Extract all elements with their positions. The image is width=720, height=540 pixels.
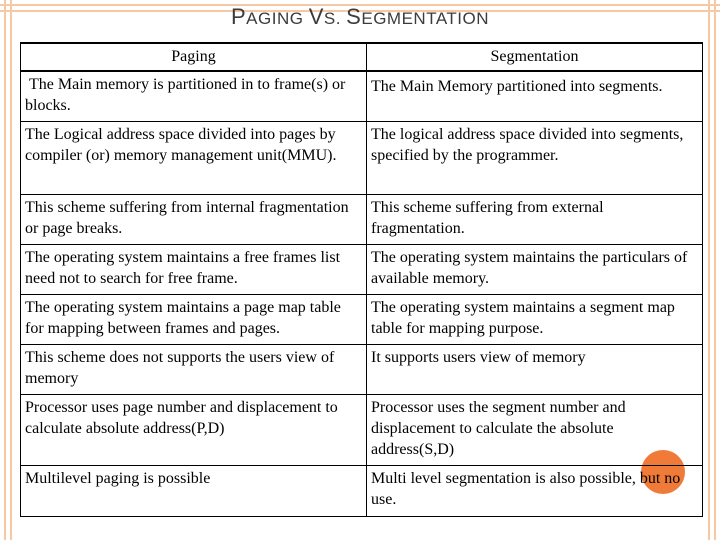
paging-cell: This scheme does not supports the users view of memory: [21, 344, 367, 394]
paging-cell: Processor uses page number and displacement to calculate absolute address(P,D): [21, 394, 367, 465]
paging-cell: This scheme suffering from internal fragmentation or page breaks.: [21, 194, 367, 244]
comparison-table: [20, 42, 703, 517]
title-part: S: [346, 4, 362, 29]
table-row: [21, 465, 703, 516]
table-row: [21, 244, 703, 294]
slide-border-left: [4, 0, 12, 540]
paging-cell: The operating system maintains a free frames list need not to search for free frame.: [21, 244, 367, 294]
table-row: [21, 394, 703, 465]
title-part: S.: [323, 9, 347, 28]
paging-cell: Multilevel paging is possible: [21, 465, 367, 516]
table-row: [21, 71, 703, 121]
paging-cell: The operating system maintains a page map table for mapping between frames and pages.: [21, 294, 367, 344]
segmentation-cell: This scheme suffering from external fragmentation.: [367, 194, 703, 244]
segmentation-cell: Multi level segmentation is also possible, but no use.: [367, 465, 703, 516]
segmentation-cell: The logical address space divided into segments, specified by the programmer.: [367, 121, 703, 194]
segmentation-cell: The operating system maintains a segment map table for mapping purpose.: [367, 294, 703, 344]
slide-border-right: [708, 0, 716, 540]
header-segmentation: Segmentation: [367, 43, 703, 71]
segmentation-cell: Processor uses the segment number and displacement to calculate the absolute address(S,D): [367, 394, 703, 465]
header-paging: Paging: [21, 43, 367, 71]
title-part: V: [308, 4, 324, 29]
title-part: EGMENTATION: [361, 9, 490, 28]
table-header-row: [21, 43, 703, 71]
slide-title: [0, 4, 720, 30]
title-part: AGING: [246, 9, 309, 28]
table-row: [21, 294, 703, 344]
table-row: [21, 121, 703, 194]
table-row: [21, 344, 703, 394]
segmentation-cell: The operating system maintains the particulars of available memory.: [367, 244, 703, 294]
paging-cell: The Main memory is partitioned in to frame(s) or blocks.: [21, 71, 367, 121]
segmentation-cell: It supports users view of memory: [367, 344, 703, 394]
segmentation-cell: The Main Memory partitioned into segments.: [367, 71, 703, 121]
table-row: [21, 194, 703, 244]
paging-cell: The Logical address space divided into pages by compiler (or) memory management unit(MMU).: [21, 121, 367, 194]
title-part: P: [230, 4, 247, 29]
